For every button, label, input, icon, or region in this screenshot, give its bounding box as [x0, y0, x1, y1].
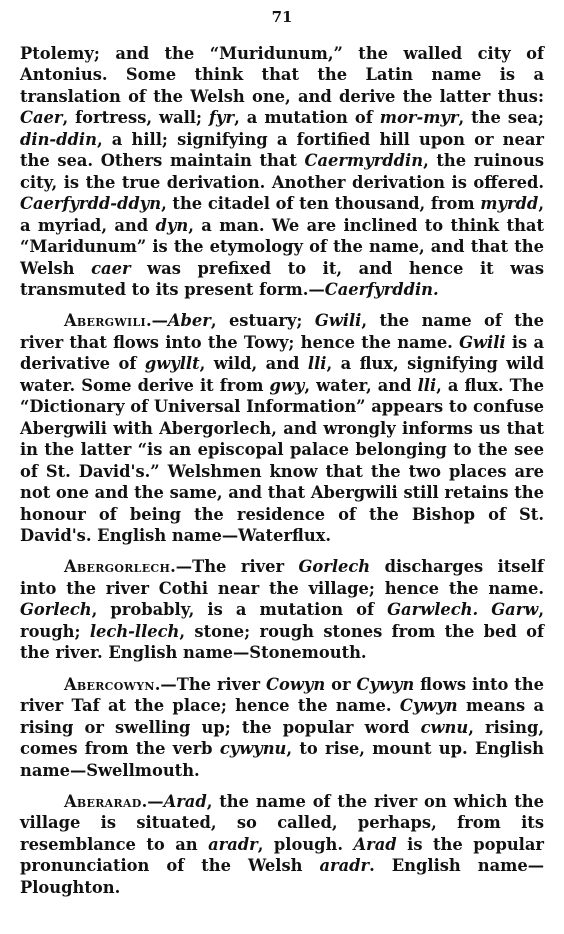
text-run: , wild, and — [199, 354, 308, 374]
text-run: .—The river — [154, 674, 267, 694]
italic-term: myrdd — [480, 194, 539, 214]
text-run: , a flux, signifying wild water. Some derive it from — [20, 354, 544, 395]
text-run: , a myriad, and — [20, 194, 544, 235]
text-run: , rough; — [20, 600, 544, 641]
italic-term: Cywyn — [399, 696, 458, 716]
italic-term: mor-myr — [379, 108, 459, 128]
italic-term: Gwili — [314, 311, 362, 331]
text-run: , the name of the river on which the village is situated, so called, perhaps, from its resemblance to an — [20, 791, 544, 854]
text-run: .— — [145, 311, 168, 331]
italic-term: cwnu — [420, 717, 469, 737]
text-run: , the ruinous city, is the true derivation. Another derivation is offered. — [20, 151, 544, 192]
text-run: .— — [141, 791, 164, 811]
entry-heading: Aberarad — [64, 791, 142, 811]
italic-term: Cowyn — [266, 674, 326, 694]
italic-term: lli — [417, 375, 437, 395]
italic-term: lli — [307, 354, 327, 374]
italic-term: lech-llech — [89, 621, 180, 641]
text-run: flows into the river Taf at the place; hence the name. — [20, 674, 544, 716]
text-run: discharges itself into the river Cothi near the village; hence the name. — [20, 557, 544, 598]
page-number: 71 — [271, 8, 293, 26]
text-run: , rising, comes from the verb — [20, 717, 544, 759]
text-run: , fortress, wall; — [62, 108, 210, 128]
italic-term: Gorlech — [20, 600, 92, 620]
italic-term: Arad — [353, 834, 397, 854]
italic-term: Gwili — [459, 332, 506, 352]
text-run: , a mutation of — [234, 108, 380, 128]
text-run: or — [325, 674, 357, 694]
paragraph — [20, 556, 544, 663]
entry-heading: Abergorlech — [64, 557, 171, 577]
paragraph — [20, 791, 544, 898]
text-run: .—The river — [170, 557, 299, 577]
text-run: , the sea; — [458, 108, 544, 128]
entry-heading: Abergwili — [64, 311, 146, 331]
italic-term: Caerfyrddin. — [324, 279, 439, 299]
text-run: , the citadel of ten thousand, from — [161, 194, 481, 214]
text-run: is a derivative of — [20, 332, 544, 374]
italic-term: aradr — [208, 834, 258, 854]
text-run: , the name of the river that flows into the Towy; hence the name. — [20, 311, 544, 352]
italic-term: dyn — [155, 215, 189, 235]
italic-term: din-ddin — [20, 129, 97, 149]
italic-term: aradr — [319, 856, 370, 876]
text-run: , water, and — [304, 375, 418, 395]
entry-heading: Abercowyn — [64, 674, 155, 694]
paragraph — [20, 674, 544, 781]
text-run: is the popular pronunciation of the Welsh — [20, 834, 544, 876]
text-run: Ptolemy; and the “Muridunum,” the walled city of Antonius. Some think that the Latin name is a translation of the Welsh one, and derive the latter thus: — [20, 44, 544, 106]
italic-term: Arad — [163, 791, 207, 811]
text-run: . English name—Ploughton. — [20, 856, 545, 897]
text-run — [478, 600, 491, 619]
italic-term: gwy — [269, 375, 305, 395]
text-run: was prefixed to it, and hence it was transmuted to its present form.— — [20, 258, 545, 299]
italic-term: Aber — [167, 311, 211, 331]
italic-term: fyr — [209, 108, 235, 128]
italic-term: Garw — [491, 600, 539, 620]
text-run: , probably, is a mutation of — [91, 600, 388, 620]
italic-term: Garwlech. — [387, 600, 479, 620]
text-run: , a flux. The “Dictionary of Universal Information” appears to confuse Abergwili with Abergorlech, and wrongly informs us that in the latter “is an episcopal palace belonging to the see of St. David's.” Welshmen know that the two places are not one and the same, and that Abergwili still retains the honour of being the residence of the Bishop of St. David's. English name—Waterflux. — [20, 375, 544, 545]
italic-term: Caerfyrdd-ddyn — [20, 194, 162, 214]
text-run: , stone; rough stones from the bed of the river. English name—Stonemouth. — [20, 621, 544, 663]
italic-term: cywynu — [219, 739, 287, 759]
italic-term: Caermyrddin — [304, 151, 424, 171]
paragraph — [20, 310, 544, 546]
text-run: , plough. — [257, 834, 354, 854]
italic-term: Cywyn — [356, 674, 415, 694]
italic-term: Gorlech — [298, 557, 371, 577]
italic-term: Caer — [20, 108, 63, 128]
paragraph — [20, 43, 544, 300]
text-run: means a rising or swelling up; the popular word — [20, 696, 545, 737]
text-run: , estuary; — [210, 311, 315, 331]
body-text — [20, 43, 544, 898]
text-run: , a man. We are inclined to think that “Maridunum” is the etymology of the name, and that the Welsh — [20, 215, 544, 278]
italic-term: gwyllt — [144, 354, 200, 374]
italic-term: caer — [91, 258, 131, 278]
text-run: , to rise, mount up. English name—Swellmouth. — [20, 739, 544, 780]
text-run: , a hill; signifying a fortified hill upon or near the sea. Others maintain that — [20, 129, 544, 171]
